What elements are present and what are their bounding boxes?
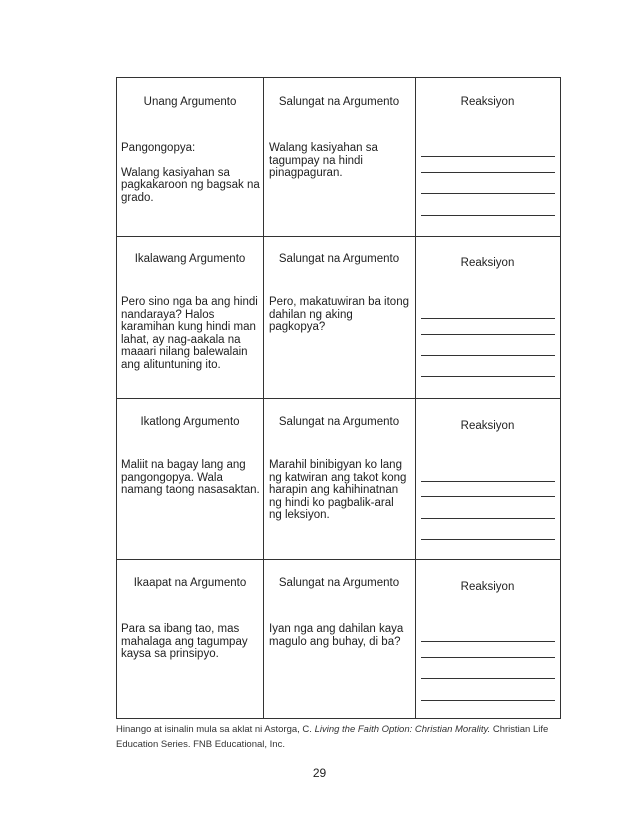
reaction-answer-line[interactable]: [421, 376, 555, 377]
reaction-answer-line[interactable]: [421, 215, 555, 216]
fourth-argument-header: Ikaapat na Argumento: [133, 577, 247, 589]
reaction-answer-line[interactable]: [421, 156, 555, 157]
argument-table: [116, 77, 561, 719]
reaction-answer-line[interactable]: [421, 318, 555, 319]
counter-argument-header: Salungat na Argumento: [278, 253, 400, 265]
counter-argument-text: Iyan nga ang dahilan kaya magulo ang buhay, di ba?: [269, 623, 404, 648]
argument-label: Pangongopya:: [121, 142, 196, 154]
counter-argument-header: Salungat na Argumento: [278, 577, 400, 589]
reaction-header: Reaksiyon: [460, 257, 515, 269]
counter-argument-text: Marahil binibigyan ko lang ng katwiran ang takot kong harapin ang kahihinatnan ng hindi ko pagbalik-aral ng leksiyon.: [269, 459, 407, 521]
counter-argument-text: Pero, makatuwiran ba itong dahilan ng aking pagkopya?: [269, 296, 409, 333]
argument-paragraph: Maliit na bagay lang ang pangongopya. Wala namang taong nasasaktan.: [121, 459, 260, 496]
third-argument-text: [121, 459, 261, 497]
argument-paragraph: Para sa ibang tao, mas mahalaga ang tagumpay kaysa sa prinsipyo.: [121, 623, 248, 660]
second-argument-header: Ikalawang Argumento: [134, 253, 246, 265]
counter-argument-header: Salungat na Argumento: [278, 416, 400, 428]
citation-prefix: Hinango at isinalin mula sa aklat ni Astorga, C.: [116, 724, 315, 735]
reaction-answer-line[interactable]: [421, 193, 555, 194]
first-argument-text: [121, 142, 261, 204]
reaction-answer-line[interactable]: [421, 334, 555, 335]
reaction-answer-line[interactable]: [421, 355, 555, 356]
argument-paragraph: Walang kasiyahan sa pagkakaroon ng bagsak na grado.: [121, 166, 260, 204]
reaction-answer-line[interactable]: [421, 518, 555, 519]
row-divider: [117, 559, 560, 560]
reaction-answer-line[interactable]: [421, 700, 555, 701]
fourth-argument-text: [121, 623, 261, 661]
source-citation: [116, 722, 566, 752]
reaction-answer-line[interactable]: [421, 481, 555, 482]
reaction-answer-line[interactable]: [421, 678, 555, 679]
page-number: 29: [312, 766, 327, 780]
reaction-answer-line[interactable]: [421, 496, 555, 497]
first-argument-header: Unang Argumento: [143, 96, 237, 108]
reaction-answer-line[interactable]: [421, 539, 555, 540]
third-argument-header: Ikatlong Argumento: [140, 416, 240, 428]
counter-argument-header: Salungat na Argumento: [278, 96, 400, 108]
reaction-answer-line[interactable]: [421, 657, 555, 658]
row-divider: [117, 398, 560, 399]
reaction-header: Reaksiyon: [460, 96, 515, 108]
counter-argument-text: Walang kasiyahan sa tagumpay na hindi pinagpaguran.: [269, 142, 378, 179]
second-argument-text: [121, 296, 261, 371]
argument-paragraph: Pero sino nga ba ang hindi nandaraya? Halos karamihan kung hindi man lahat, ay nag-aakala na maaari nilang balewalain ang alituntuning ito.: [121, 296, 258, 371]
citation-suffix: Christian Life Education Series. FNB Educational, Inc.: [116, 724, 549, 750]
reaction-answer-line[interactable]: [421, 641, 555, 642]
row-divider: [117, 236, 560, 237]
citation-book-title: Living the Faith Option: Christian Morality.: [314, 724, 491, 735]
reaction-header: Reaksiyon: [460, 420, 515, 432]
reaction-answer-line[interactable]: [421, 172, 555, 173]
reaction-header: Reaksiyon: [460, 581, 515, 593]
